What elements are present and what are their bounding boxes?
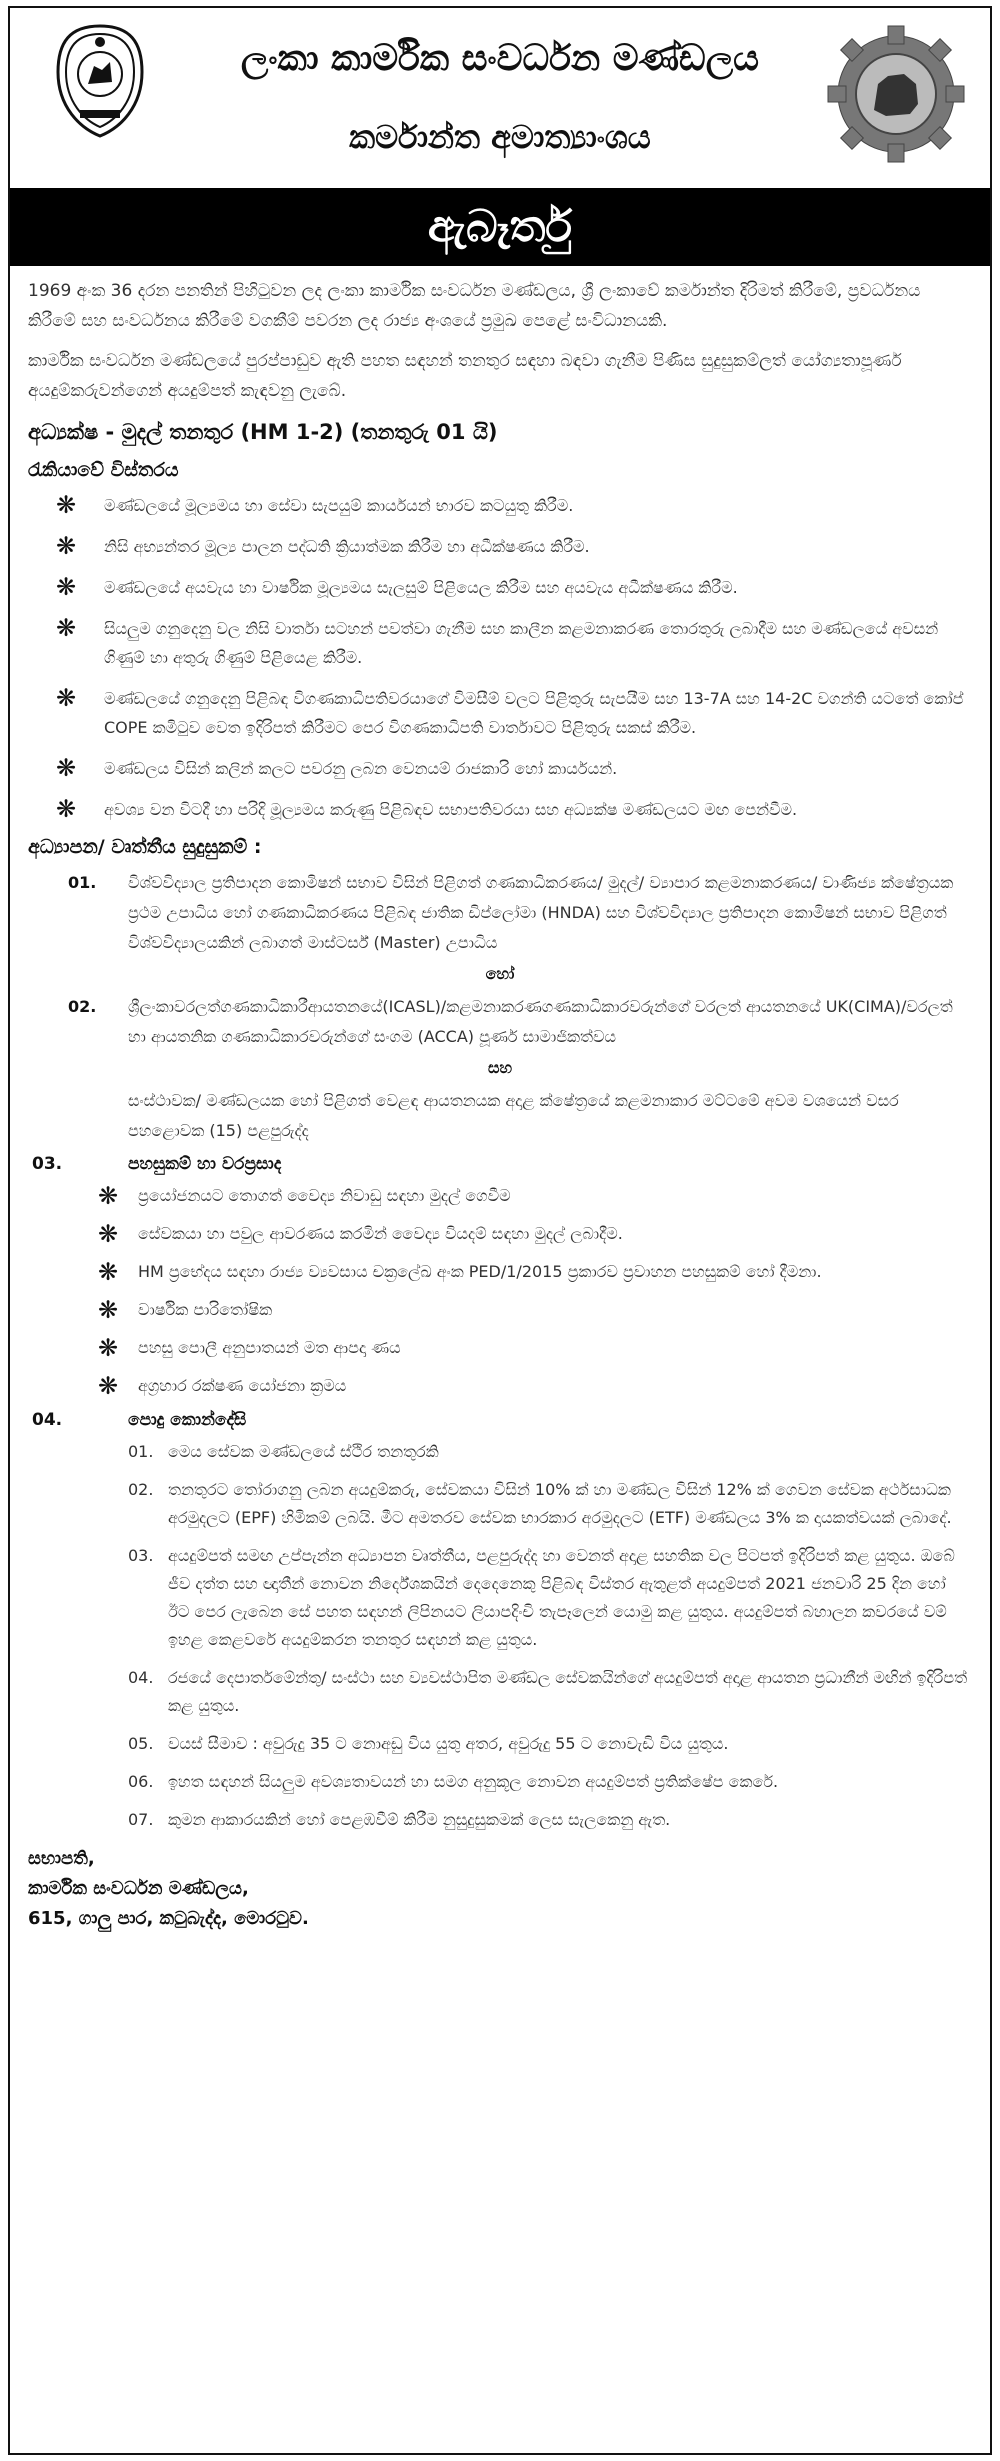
intro-paragraph-2: කාර්මික සංවර්ධන මණ්ඩලයේ පුරප්පාඩුව ඇති පහත සඳහන් තනතුර සඳහා බඳවා ගැනීම පිණිස සුදුසුකම්ලත් යෝග්‍යතාපූර්ණ අයදුම්කරුවන්ගෙන් අයදුම්පත් කැඳවනු ලැබේ. [28, 351, 902, 401]
benefit-item [28, 1258, 972, 1286]
condition-text: තනතුරට තෝරාගනු ලබන අයදුම්කරු, සේවකයා විසින් 10% ක් හා මණ්ඩල විසින් 12% ක් ගෙවන සේවක අර්ථසාධක අරමුදලට (EPF) හිමිකම් ලබයි. මීට අමතරව සේවක භාරකාර අරමුදලට (ETF) මණ්ඩලය 3% ක දායකත්වයක් ලබාදේ. [168, 1480, 952, 1527]
qualification-text: විශ්වවිද්‍යාල ප්‍රතිපාදන කොමිෂන් සභාව විසින් පිළිගත් ගණකාධිකරණය/ මුදල්/ ව්‍යාපාර කළමනාකරණය/ වාණිජ්‍ය ක්ෂේත්‍රයක ප්‍රථම උපාධිය හෝ ගණකාධිකරණය පිළිබඳ ජාතික ඩිප්ලෝමා (HNDA) සහ විශ්වවිද්‍යාල ප්‍රතිපාදන කොමිෂන් සභාව පිළිගත් විශ්වවිද්‍යාලයකින් ලබාගත් මාස්ටර්ස් (Master) උපාධිය [128, 873, 954, 952]
benefit-text: අග්‍රහාර රක්ෂණ යෝජනා ක්‍රමය [138, 1376, 347, 1395]
bullet-star-icon: ❋ [98, 1296, 119, 1324]
bullet-star-icon: ❋ [98, 1334, 119, 1362]
organization-title: ලංකා කාර්මික සංවර්ධන මණ්ඩලය [240, 38, 760, 79]
content [28, 276, 972, 1934]
benefit-item [28, 1296, 972, 1324]
benefit-item [28, 1372, 972, 1400]
condition-item [28, 1768, 972, 1796]
benefit-text: පහසු පොලී අනුපාතයන් මත ආපදා ණය [138, 1338, 401, 1357]
condition-item [28, 1806, 972, 1834]
or-connector: හෝ [485, 964, 515, 983]
duty-item [28, 532, 972, 561]
conditions-heading [28, 1410, 972, 1430]
qualifications-heading: අධ්‍යාපන/ වෘත්තීය සුදුසුකම් : [28, 836, 262, 858]
condition-number: 02. [128, 1480, 154, 1499]
bullet-star-icon: ❋ [55, 754, 77, 782]
duty-text: මණ්ඩලය විසින් කලින් කලට පවරනු ලබන වෙනයම් රාජකාරි හෝ කාර්යයන්. [104, 759, 618, 778]
bullet-star-icon: ❋ [55, 532, 77, 560]
bullet-star-icon: ❋ [55, 684, 77, 712]
condition-number: 01. [128, 1442, 154, 1461]
qualification-number: 02. [68, 997, 97, 1016]
bullet-star-icon: ❋ [98, 1258, 119, 1286]
intro-paragraph-1: 1969 අංක 36 දරන පනතින් පිහිටුවන ලද ලංකා කාර්මික සංවර්ධන මණ්ඩලය, ශ්‍රී ලංකාවේ කර්මාන්ත දිරිමත් කිරීමේ, ප්‍රවර්ධනය කිරීමේ සහ සංවර්ධනය කිරීමේ වගකීම් පවරන ලද රාජ්‍ය අංශයේ ප්‍රමුඛ පෙළේ සංවිධානයකි. [28, 281, 921, 331]
qualification-text: ශ්‍රීලංකාවරලත්ගණකාධිකාරීආයතනයේ(ICASL)/කළමනාකරණගණකාධිකාරවරුන්ගේ වරලත් ආයතනයේ UK(CIMA)/වරලත් හා ආයතනික ගණකාධිකාරවරුන්ගේ සංගම (ACCA) පූර්ණ සාමාජිකත්වය [128, 997, 953, 1046]
bullet-star-icon: ❋ [98, 1220, 119, 1248]
benefit-item [28, 1220, 972, 1248]
benefit-text: HM ප්‍රභේදය සඳහා රාජ්‍ය ව්‍යවසාය චක්‍රලේඛ අංක PED/1/2015 ප්‍රකාරව ප්‍රවාහන පහසුකම් හෝ දීමනා. [138, 1262, 822, 1281]
qualification-item [28, 868, 972, 958]
duty-text: අවශ්‍ය වන විටදී හා පරිදි මූල්‍යමය කරුණු පිළිබඳව සභාපතිවරයා සහ අධ්‍යක්ෂ මණ්ඩලයට මඟ පෙන්වීම. [104, 800, 798, 819]
benefits-heading [28, 1154, 972, 1174]
condition-number: 04. [128, 1668, 154, 1687]
address-line-street: 615, ගාලු පාර, කටුබැද්ද, මොරටුව. [28, 1908, 309, 1929]
duty-item [28, 754, 972, 783]
condition-text: කුමන ආකාරයකින් හෝ පෙළඹවීම් කිරීම නුසුදුසුකමක් ලෙස සැලකෙනු ඇත. [168, 1810, 671, 1829]
post-title: අධ්‍යක්ෂ - මුදල් තනතුර (HM 1-2) (තනතුරු 01 යි) [28, 420, 498, 444]
condition-text: අයදුම්පත් සමඟ උප්පැන්න අධ්‍යාපන වෘත්තීය, පළපුරුද්ද හා වෙනත් අදාළ සහතික වල පිටපත් ඉදිරිපත් කළ යුතුය. ඔබේ ජීව දත්ත සහ ඥාතීන් නොවන නිර්දේශකයින් දෙදෙනෙකු පිළිබඳ විස්තර ඇතුළත් අයදුම්පත් 2021 ජනවාරි 25 දින හෝ ඊට පෙර ලැබෙන සේ පහත සඳහන් ලිපිනයට ලියාපදිංචි තැපෑලෙන් යොමු කළ යුතුය. අයදුම්පත් බහාලන කවරයේ වම් ඉහළ කෙළවරේ අයදුම්කරන තනතුර සඳහන් කළ යුතුය. [168, 1546, 955, 1649]
ministry-name: කර්මාන්ත අමාත්‍යාංශය [349, 118, 651, 156]
benefit-item [28, 1334, 972, 1362]
idb-gear-logo-icon [826, 24, 966, 164]
advertisement-page [8, 6, 992, 2455]
benefit-text: වාර්ෂික පාරිතෝෂික [138, 1300, 273, 1319]
section-title: පහසුකම් හා වරප්‍රසාද [128, 1154, 282, 1174]
benefit-item [28, 1182, 972, 1210]
duty-item [28, 573, 972, 602]
condition-text: වයස් සීමාව : අවුරුදු 35 ට නොඅඩු විය යුතු අතර, අවුරුදු 55 ට නොවැඩි විය යුතුය. [168, 1734, 729, 1753]
duty-text: මණ්ඩලයේ මූල්‍යමය හා සේවා සැපයුම් කාර්යයන් භාරව කටයුතු කිරීම. [104, 496, 574, 515]
experience-requirement: සංස්ථාවක/ මණ්ඩලයක හෝ පිළිගත් වෙළඳ ආයතනයක අදාළ ක්ෂේත්‍රයේ කළමනාකාර මට්ටමේ අවම වශයෙන් වසර පහළොවක (15) පළපුරුද්ද [128, 1091, 899, 1140]
bullet-star-icon: ❋ [55, 795, 77, 823]
duty-item [28, 684, 972, 742]
duty-item [28, 491, 972, 520]
and-connector: සහ [487, 1058, 513, 1077]
duty-text: මණ්ඩලයේ අයවැය හා වාර්ෂික මූල්‍යමය සැලසුම් පිළියෙල කිරීම සහ අයවැය අධීක්ෂණය කිරීම. [104, 578, 738, 597]
qualification-item [28, 992, 972, 1052]
bullet-star-icon: ❋ [55, 614, 77, 642]
condition-number: 07. [128, 1810, 154, 1829]
bullet-star-icon: ❋ [98, 1182, 119, 1210]
duty-item [28, 795, 972, 824]
condition-text: ඉහත සඳහන් සියලුම අවශ්‍යතාවයන් හා සමග අනුකූල නොවන අයදුම්පත් ප්‍රතික්ෂේප කෙරේ. [168, 1772, 779, 1791]
condition-item [28, 1476, 972, 1532]
duty-item [28, 614, 972, 672]
bullet-star-icon: ❋ [55, 491, 77, 519]
condition-text: රජයේ දෙපාර්තමේන්තු/ සංස්ථා සහ ව්‍යවස්ථාපිත මණ්ඩල සේවකයින්ගේ අයදුම්පත් අදාළ ආයතන ප්‍රධානීන් මඟින් ඉදිරිපත් කළ යුතුය. [168, 1668, 968, 1715]
header [10, 8, 990, 252]
qualification-number: 01. [68, 873, 97, 892]
condition-number: 03. [128, 1546, 154, 1565]
address-block [28, 1844, 972, 1934]
condition-item [28, 1542, 972, 1654]
benefit-text: සේවකයා හා පවුල ආවරණය කරමින් වෛද්‍ය වියදම් සඳහා මුදල් ලබාදීම. [138, 1224, 623, 1243]
job-description-heading: රැකියාවේ විස්තරය [28, 459, 179, 481]
national-emblem-icon [50, 22, 150, 140]
condition-number: 05. [128, 1734, 154, 1753]
condition-item [28, 1664, 972, 1720]
condition-item [28, 1438, 972, 1466]
duty-text: මණ්ඩලයේ ගනුදෙනු පිළිබඳ විගණකාධිපතිවරයාගේ විමසීම් වලට පිළිතුරු සැපයීම සහ 13-7A සහ 14-2C වගන්ති යටතේ කෝප් COPE කමිටුව වෙත ඉදිරිපත් කිරීමට පෙර විගණකාධිපති වාර්තාවට පිළිතුරු සකස් කිරීම. [104, 689, 964, 737]
duty-text: නිසි අභ්‍යන්තර මූල්‍ය පාලන පද්ධති ක්‍රියාත්මක කිරීම හා අධීක්ෂණය කිරීම. [104, 537, 590, 556]
condition-item [28, 1730, 972, 1758]
duty-text: සියලුම ගනුදෙනු වල නිසි වාර්තා සටහන් පවත්වා ගැනීම සහ කාලීන කළමනාකරණ තොරතුරු ලබාදීම සහ මණ්ඩලයේ අවසන් ගිණුම් හා අතුරු ගිණුම් පිළියෙළ කිරීම. [104, 619, 939, 667]
bullet-star-icon: ❋ [98, 1372, 119, 1400]
benefit-text: ප්‍රයෝජනයට තොගත් වෛද්‍ය නිවාඩු සඳහා මුදල් ගෙවීම [138, 1186, 511, 1205]
section-number: 04. [32, 1410, 63, 1430]
condition-text: මෙය සේවක මණ්ඩලයේ ස්ථිර තනතුරකි [168, 1442, 439, 1461]
condition-number: 06. [128, 1772, 154, 1791]
bullet-star-icon: ❋ [55, 573, 77, 601]
section-title: පොදු කොන්දේසි [128, 1410, 247, 1430]
vacancies-banner: ඇබෑර්තු [10, 188, 990, 266]
address-line-organization: කාර්මික සංවර්ධන මණ්ඩලය, [28, 1878, 249, 1899]
address-line-chairman: සභාපති, [28, 1848, 95, 1869]
section-number: 03. [32, 1154, 63, 1174]
